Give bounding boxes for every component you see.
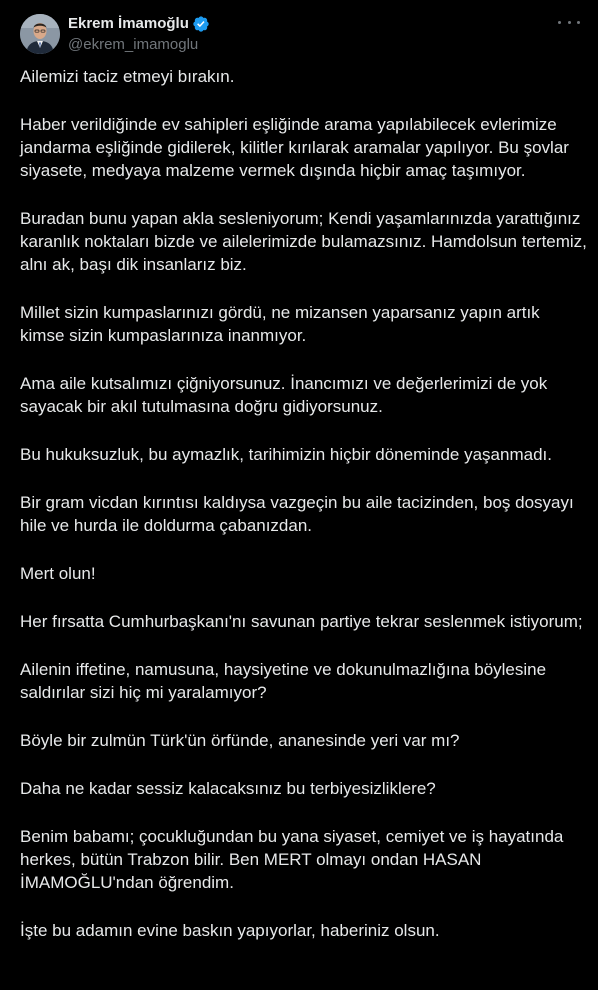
display-name-row <box>68 14 210 34</box>
profile-avatar[interactable] <box>20 14 60 54</box>
tweet-paragraph: Haber verildiğinde ev sahipleri eşliğinde arama yapılabilecek evlerimize jandarma eşliğinde gidilerek, kilitler kırılarak aramalar yapılıyor. Bu şovlar siyasete, medyaya malzeme vermek dışında hiçbir amaç taşımıyor. <box>20 115 574 180</box>
more-dot <box>577 21 580 24</box>
avatar-image <box>20 14 60 54</box>
author-names <box>68 14 210 55</box>
tweet-paragraph: Benim babamı; çocukluğundan bu yana siyaset, cemiyet ve iş hayatında herkes, bütün Trabzon bilir. Ben MERT olmayı ondan HASAN İMAMOĞLU'ndan öğrendim. <box>20 827 569 892</box>
tweet-paragraph: Böyle bir zulmün Türk'ün örfünde, ananesinde yeri var mı? <box>20 731 460 750</box>
tweet-paragraph: Buradan bunu yapan akla sesleniyorum; Kendi yaşamlarınızda yarattığınız karanlık noktaları bizde ve ailelerimizde bulamazsınız. Hamdolsun tertemiz, alnı ak, başı dik insanlarız biz. <box>20 209 592 274</box>
tweet-paragraph: Daha ne kadar sessiz kalacaksınız bu terbiyesizliklere? <box>20 779 436 798</box>
tweet-header <box>20 12 586 56</box>
tweet-text <box>20 65 592 967</box>
more-options-icon[interactable] <box>558 12 580 32</box>
tweet-paragraph: Ailenin iffetine, namusuna, haysiyetine ve dokunulmazlığına böylesine saldırılar sizi hiç mi yaralamıyor? <box>20 660 551 702</box>
tweet-paragraph: Ama aile kutsalımızı çiğniyorsunuz. İnancımızı ve değerlerimizi de yok sayacak bir akıl tutulmasına doğru gidiyorsunuz. <box>20 374 552 416</box>
display-name[interactable]: Ekrem İmamoğlu <box>68 15 189 32</box>
verified-badge-icon[interactable] <box>192 15 210 33</box>
tweet-paragraph: Millet sizin kumpaslarınızı gördü, ne mizansen yaparsanız yapın artık kimse sizin kumpaslarınıza inanmıyor. <box>20 303 545 345</box>
author-handle[interactable]: @ekrem_imamoglu <box>68 36 199 53</box>
tweet-paragraph: Mert olun! <box>20 564 96 583</box>
more-dot <box>558 21 561 24</box>
tweet-paragraph: İşte bu adamın evine baskın yapıyorlar, haberiniz olsun. <box>20 921 440 940</box>
tweet-paragraph: Ailemizi taciz etmeyi bırakın. <box>20 67 235 86</box>
tweet-paragraph: Bir gram vicdan kırıntısı kaldıysa vazgeçin bu aile tacizinden, boş dosyayı hile ve hurda ile doldurma çabanızdan. <box>20 493 579 535</box>
more-dot <box>568 21 571 24</box>
tweet-paragraph: Bu hukuksuzluk, bu aymazlık, tarihimizin hiçbir döneminde yaşanmadı. <box>20 445 552 464</box>
tweet-paragraph: Her fırsatta Cumhurbaşkanı'nı savunan partiye tekrar seslenmek istiyorum; <box>20 612 583 631</box>
